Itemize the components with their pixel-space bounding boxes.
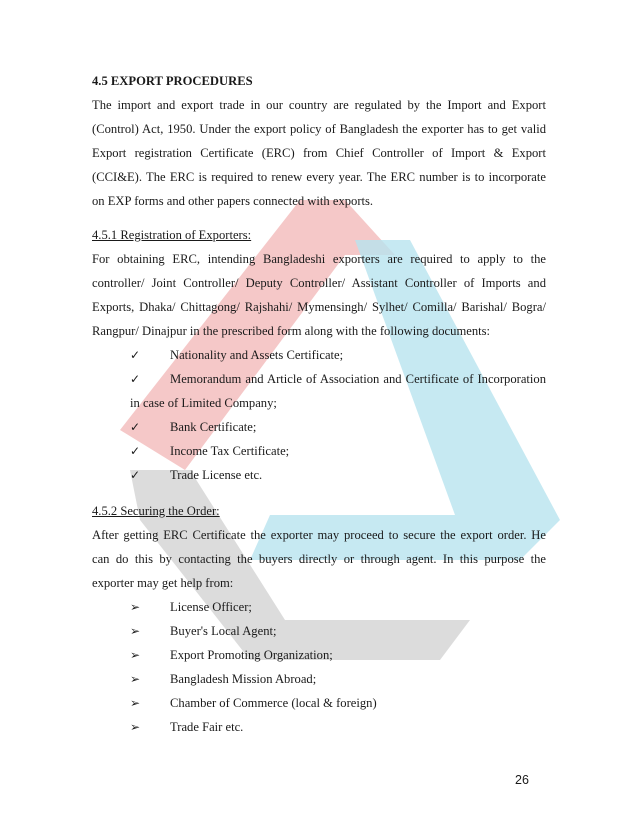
list-item-text: Export Promoting Organization; xyxy=(170,648,333,662)
list-item-text: License Officer; xyxy=(170,600,252,614)
checkmark-icon: ✓ xyxy=(130,444,141,458)
subsection-2-title: 4.5.2 Securing the Order: xyxy=(92,504,220,518)
intro-line-1: The import and export trade in our country are regulated by the Import and Export xyxy=(92,98,546,112)
subsection-1-line-1: For obtaining ERC, intending Bangladeshi exporters are required to apply to the xyxy=(92,252,546,266)
subsection-1-line-2: controller/ Joint Controller/ Deputy Controller/ Assistant Controller of Imports and xyxy=(92,276,546,290)
list-item-text: Chamber of Commerce (local & foreign) xyxy=(170,696,377,710)
list-item-continuation: in case of Limited Company; xyxy=(130,396,277,410)
page-number: 26 xyxy=(515,773,529,787)
intro-line-3: Export registration Certificate (ERC) from Chief Controller of Import & Export xyxy=(92,146,546,160)
list-item-text: Buyer's Local Agent; xyxy=(170,624,277,638)
checkmark-icon: ✓ xyxy=(130,468,141,482)
arrowhead-bullet-icon: ➢ xyxy=(130,696,141,710)
list-item-text: Memorandum and Article of Association and Certificate of Incorporation xyxy=(170,372,546,386)
section-title: 4.5 EXPORT PROCEDURES xyxy=(92,74,253,88)
checkmark-icon: ✓ xyxy=(130,372,141,386)
intro-line-5: on EXP forms and other papers connected with exports. xyxy=(92,194,374,208)
list-item-text: Bangladesh Mission Abroad; xyxy=(170,672,317,686)
arrowhead-bullet-icon: ➢ xyxy=(130,720,141,734)
subsection-2-line-2: can do this by contacting the buyers directly or through agent. In this purpose the xyxy=(92,552,546,566)
subsection-2-line-1: After getting ERC Certificate the exporter may proceed to secure the export order. He xyxy=(92,528,546,542)
subsection-1-line-3: Exports, Dhaka/ Chittagong/ Rajshahi/ Mymensingh/ Sylhet/ Comilla/ Barishal/ Bogra/ xyxy=(92,300,546,314)
arrowhead-bullet-icon: ➢ xyxy=(130,672,141,686)
intro-line-4: (CCI&E). The ERC is required to renew every year. The ERC number is to incorporate xyxy=(92,170,546,184)
list-item-text: Income Tax Certificate; xyxy=(170,444,290,458)
list-item-text: Bank Certificate; xyxy=(170,420,257,434)
subsection-2-line-3: exporter may get help from: xyxy=(92,576,234,590)
list-item-text: Trade License etc. xyxy=(170,468,263,482)
checkmark-icon: ✓ xyxy=(130,348,141,362)
subsection-1-title: 4.5.1 Registration of Exporters: xyxy=(92,228,252,242)
list-item-text: Trade Fair etc. xyxy=(170,720,244,734)
intro-line-2: (Control) Act, 1950. Under the export policy of Bangladesh the exporter has to get valid xyxy=(92,122,546,136)
checkmark-icon: ✓ xyxy=(130,420,141,434)
list-item-text: Nationality and Assets Certificate; xyxy=(170,348,344,362)
arrowhead-bullet-icon: ➢ xyxy=(130,648,141,662)
subsection-1-line-4: Rangpur/ Dinajpur in the prescribed form along with the following documents: xyxy=(92,324,491,338)
arrowhead-bullet-icon: ➢ xyxy=(130,600,141,614)
arrowhead-bullet-icon: ➢ xyxy=(130,624,141,638)
